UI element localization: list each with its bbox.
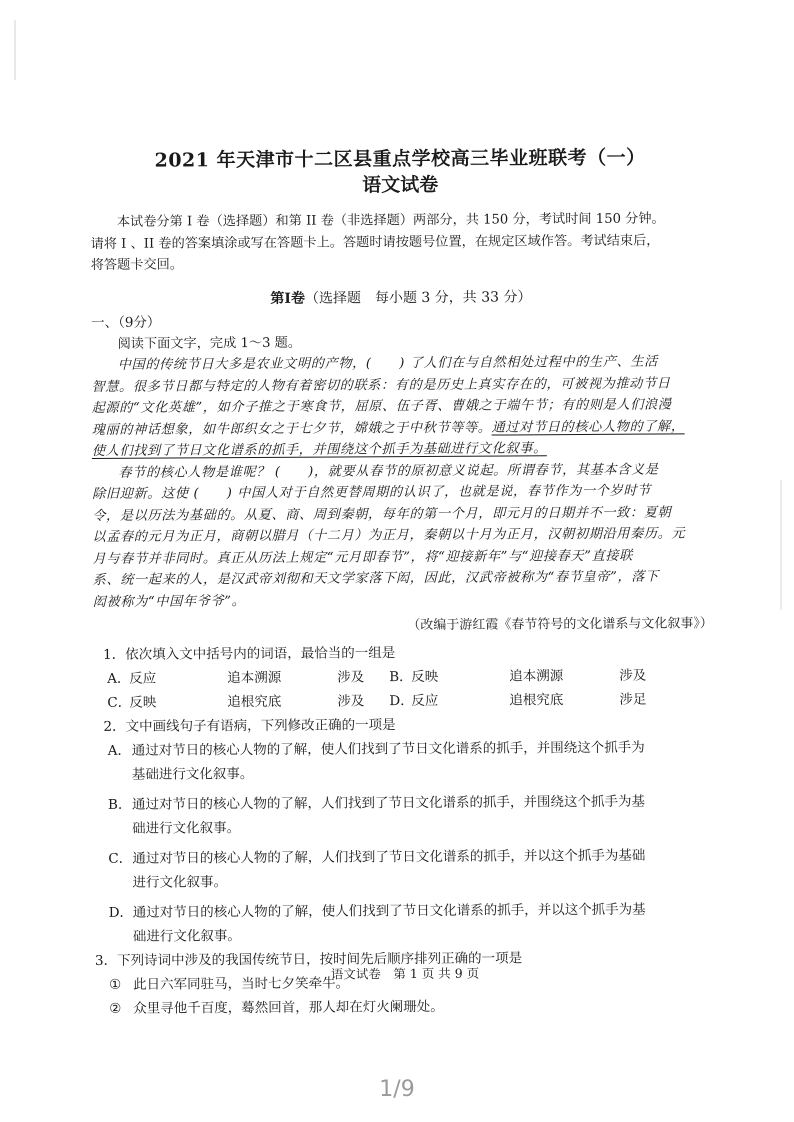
option-word: 追根究底: [509, 692, 564, 709]
option-letter: A．: [107, 670, 131, 687]
option-row: [93, 687, 713, 715]
option-word: 反映: [411, 668, 439, 686]
exam-instructions: [90, 208, 710, 276]
item-mark: ②: [109, 1000, 122, 1017]
poem-text: 此日六军同驻马，当时七夕笑牵牛。: [133, 975, 350, 993]
passage-line: 闳被称为“中国年爷爷”。: [92, 593, 246, 610]
page-indicator: 1/9: [379, 1077, 415, 1102]
reading-instruction: 阅读下面文字，完成 1～3 题。: [117, 335, 302, 352]
option-text-continued: 础进行文化叙事。: [132, 820, 241, 837]
option-text-continued: 础进行文化叙事。: [132, 928, 241, 945]
option-text: 通过对节日的核心人物的了解，使人们找到了节日文化谱系的抓手，并以这个抓手为基: [132, 901, 646, 921]
option-text-continued: 基础进行文化叙事。: [131, 766, 254, 783]
option-letter: D．: [108, 904, 134, 921]
option-letter: D．: [389, 693, 414, 710]
section-title: 第Ⅰ卷: [270, 290, 305, 307]
option-letter: B．: [389, 669, 413, 686]
scan-edge-right: [780, 480, 782, 610]
option-item: [94, 735, 714, 763]
option-word: 追本溯源: [509, 668, 564, 685]
option-word: 涉及: [619, 667, 647, 684]
section-heading: [91, 285, 711, 311]
question-2: [93, 711, 714, 949]
option-text: 通过对节日的核心人物的了解，人们找到了节日文化谱系的抓手，并以这个抓手为基础: [132, 847, 646, 867]
scan-edge-left: [14, 20, 16, 80]
passage-line: 起源的“文化英雄”，如介子推之于寒食节，屈原、伍子胥、曹娥之于端午节；有的则是人们浪漫: [91, 397, 672, 416]
instruction-line: 本试卷分第 I 卷（选择题）和第 II 卷（非选择题）两部分，共 150 分，考试时间 150 分钟。: [116, 211, 665, 230]
passage-line: 系、统一起来的人，是汉武帝刘彻和天文学家落下闳，因此，汉武帝被称为“春节皇帝”，落下: [92, 569, 659, 588]
option-word: 反映: [129, 694, 157, 711]
question-1: [93, 639, 713, 715]
question-stem: 3．下列诗词中涉及的我国传统节日，按时间先后顺序排列正确的一项是: [94, 950, 523, 969]
section-note: （选择题 每小题 3 分，共 33 分）: [304, 288, 532, 307]
instruction-line: 将答题卡交回。: [90, 257, 184, 273]
question-stem: 1．依次填入文中括号内的词语，最恰当的一组是: [103, 645, 396, 663]
option-item: [94, 843, 714, 871]
instruction-line: 请将 I 、II 卷的答案填涂或写在答题卡上。答题时请按题号位置，在规定区域作答。考试结束后，: [90, 233, 660, 252]
poem-item: [95, 993, 715, 1021]
option-word: 追根究底: [227, 693, 282, 711]
underlined-sentence-part1: 通过对节日的核心人物的了解，: [491, 418, 685, 436]
option-letter: A．: [107, 742, 131, 759]
passage-line: 中国的传统节日大多是农业文明的产物，( ) 了人们在与自然相处过程中的生产、生活: [117, 354, 658, 373]
option-word: 反应: [129, 670, 157, 687]
option-item: [94, 789, 714, 817]
option-word: 涉足: [619, 691, 647, 708]
option-word: 反应: [411, 692, 439, 710]
passage-line: 春节的核心人物是谁呢？ ( )，就要从春节的原初意义说起。所谓春节，其基本含义是: [118, 462, 659, 481]
option-text-continued: 进行文化叙事。: [132, 874, 228, 891]
passage-line: 令，是以历法为基础的。从夏、商、周到秦朝，每年的第一个月，即元月的日期并不一致：夏朝: [92, 504, 672, 524]
underlined-sentence-part2: 使人们找到了节日文化谱系的抓手，并围绕这个抓手为基础进行文化叙事。: [91, 441, 547, 459]
passage-line: 智慧。很多节日都与特定的人物有着密切的联系：有的是历史上真实存在的，可被视为推动节日: [91, 375, 671, 395]
part-heading: 一、（9分）: [91, 314, 161, 331]
passage-line: 月与春节并非同时。真正从历法上规定“元月即春节”，将“迎接新年”与“迎接春天”直接联: [92, 548, 633, 567]
option-word: 涉及: [337, 693, 365, 710]
option-word: 涉及: [337, 669, 365, 686]
option-word: 追本溯源: [227, 669, 282, 687]
exam-page: [90, 144, 715, 1017]
exam-subtitle: 语文试卷: [362, 173, 439, 197]
option-letter: B．: [107, 796, 132, 813]
item-mark: ①: [109, 976, 122, 993]
passage-line: 以孟春的元月为正月，商朝以腊月（十二月）为正月，秦朝以十月为正月，汉朝初期沿用秦历。元: [92, 526, 686, 545]
poem-text: 众里寻他千百度，蓦然回首，那人却在灯火阑珊处。: [133, 998, 444, 1017]
page-footer: 语文试卷 第 1 页 共 9 页: [330, 965, 480, 982]
reading-passage: [91, 351, 713, 613]
option-letter: C．: [107, 694, 132, 711]
passage-line: [92, 416, 712, 441]
exam-title: 2021 年天津市十二区县重点学校高三毕业班联考（一）: [154, 146, 646, 172]
passage-line: 除旧迎新。这使 ( ) 中国人对于自然更替周期的认识了，也就是说，春节作为一个岁时节: [92, 483, 651, 502]
option-text: 通过对节日的核心人物的了解，人们找到了节日文化谱系的抓手，并围绕这个抓手为基: [131, 793, 646, 813]
passage-source: （改编于游红霞《春节符号的文化谱系与文化叙事》）: [407, 616, 713, 634]
option-item: [95, 897, 715, 925]
passage-text: 瑰丽的神话想象，如牛郎织女之于七夕节，嫦娥之于中秋节等等。: [91, 420, 492, 438]
option-text: 通过对节日的核心人物的了解，使人们找到了节日文化谱系的抓手，并围绕这个抓手为: [131, 739, 645, 759]
option-letter: C．: [108, 850, 133, 867]
question-stem: 2．文中画线句子有语病，下列修改正确的一项是: [103, 717, 396, 735]
